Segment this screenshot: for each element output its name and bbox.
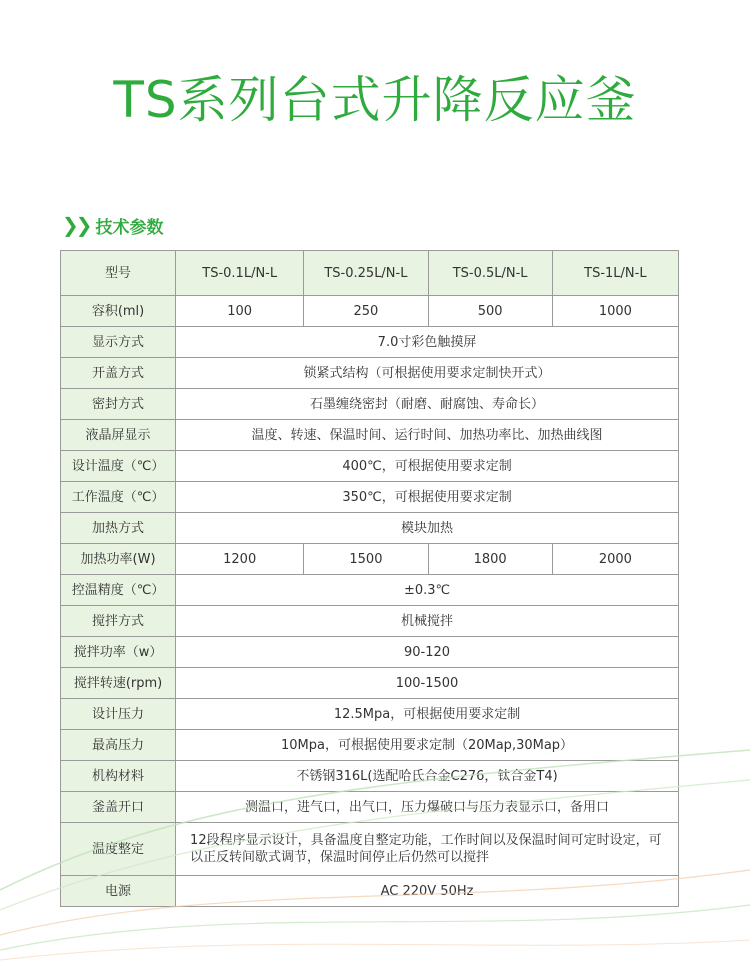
table-row bbox=[61, 823, 679, 876]
value-cell: 1500 bbox=[304, 544, 428, 575]
value-cell: 石墨缠绕密封（耐磨、耐腐蚀、寿命长） bbox=[176, 389, 679, 420]
row-label: 开盖方式 bbox=[61, 358, 176, 389]
table-row bbox=[61, 420, 679, 451]
row-label: 工作温度（℃） bbox=[61, 482, 176, 513]
value-cell: 测温口，进气口，出气口，压力爆破口与压力表显示口，备用口 bbox=[176, 792, 679, 823]
row-label: 机构材料 bbox=[61, 761, 176, 792]
value-cell: 350℃，可根据使用要求定制 bbox=[176, 482, 679, 513]
table-row bbox=[61, 575, 679, 606]
row-label: 加热方式 bbox=[61, 513, 176, 544]
row-label: 设计压力 bbox=[61, 699, 176, 730]
row-label: 电源 bbox=[61, 876, 176, 907]
value-cell: 1200 bbox=[176, 544, 304, 575]
row-label: 搅拌功率（w） bbox=[61, 637, 176, 668]
section-label: 技术参数 bbox=[95, 217, 164, 238]
table-row bbox=[61, 606, 679, 637]
row-label: 显示方式 bbox=[61, 327, 176, 358]
row-label: 温度整定 bbox=[61, 823, 176, 876]
value-cell: 1800 bbox=[428, 544, 552, 575]
row-label: 型号 bbox=[61, 251, 176, 296]
value-cell: 90-120 bbox=[176, 637, 679, 668]
model-cell: TS-0.25L/N-L bbox=[304, 251, 428, 296]
row-label: 搅拌方式 bbox=[61, 606, 176, 637]
row-label: 控温精度（℃） bbox=[61, 575, 176, 606]
value-cell: 温度、转速、保温时间、运行时间、加热功率比、加热曲线图 bbox=[176, 420, 679, 451]
row-label: 密封方式 bbox=[61, 389, 176, 420]
value-cell: 7.0寸彩色触摸屏 bbox=[176, 327, 679, 358]
value-cell: ±0.3℃ bbox=[176, 575, 679, 606]
value-cell: 12.5Mpa，可根据使用要求定制 bbox=[176, 699, 679, 730]
value-cell: 模块加热 bbox=[176, 513, 679, 544]
table-row bbox=[61, 761, 679, 792]
page-title: TS系列台式升降反应釜 bbox=[113, 71, 637, 129]
row-label: 液晶屏显示 bbox=[61, 420, 176, 451]
table-row bbox=[61, 730, 679, 761]
value-cell: 250 bbox=[304, 296, 428, 327]
table-row bbox=[61, 389, 679, 420]
table-row bbox=[61, 358, 679, 389]
row-label: 加热功率(W) bbox=[61, 544, 176, 575]
table-row bbox=[61, 451, 679, 482]
value-cell: 不锈钢316L(选配哈氏合金C276，钛合金T4) bbox=[176, 761, 679, 792]
table-row bbox=[61, 668, 679, 699]
table-row bbox=[61, 876, 679, 907]
value-cell: 12段程序显示设计，具备温度自整定功能，工作时间以及保温时间可定时设定，可以正反转间歇式调节，保温时间停止后仍然可以搅拌 bbox=[176, 823, 679, 876]
value-cell: 10Mpa，可根据使用要求定制（20Map,30Map） bbox=[176, 730, 679, 761]
row-label: 容积(ml) bbox=[61, 296, 176, 327]
value-cell: AC 220V 50Hz bbox=[176, 876, 679, 907]
value-cell: 1000 bbox=[552, 296, 678, 327]
table-row bbox=[61, 327, 679, 358]
table-row bbox=[61, 637, 679, 668]
table-row bbox=[61, 482, 679, 513]
section-heading bbox=[62, 212, 164, 238]
value-cell: 100-1500 bbox=[176, 668, 679, 699]
value-cell: 400℃，可根据使用要求定制 bbox=[176, 451, 679, 482]
table-row bbox=[61, 251, 679, 296]
row-label: 釜盖开口 bbox=[61, 792, 176, 823]
row-label: 搅拌转速(rpm) bbox=[61, 668, 176, 699]
table-row bbox=[61, 792, 679, 823]
row-label: 设计温度（℃） bbox=[61, 451, 176, 482]
value-cell: 100 bbox=[176, 296, 304, 327]
value-cell: 2000 bbox=[552, 544, 678, 575]
model-cell: TS-1L/N-L bbox=[552, 251, 678, 296]
double-chevron-right-icon: ❯❯ bbox=[62, 213, 90, 237]
table-row bbox=[61, 296, 679, 327]
table-row bbox=[61, 544, 679, 575]
value-cell: 机械搅拌 bbox=[176, 606, 679, 637]
value-cell: 500 bbox=[428, 296, 552, 327]
spec-table bbox=[60, 250, 679, 907]
table-row bbox=[61, 513, 679, 544]
table-row bbox=[61, 699, 679, 730]
model-cell: TS-0.5L/N-L bbox=[428, 251, 552, 296]
row-label: 最高压力 bbox=[61, 730, 176, 761]
model-cell: TS-0.1L/N-L bbox=[176, 251, 304, 296]
value-cell: 锁紧式结构（可根据使用要求定制快开式） bbox=[176, 358, 679, 389]
